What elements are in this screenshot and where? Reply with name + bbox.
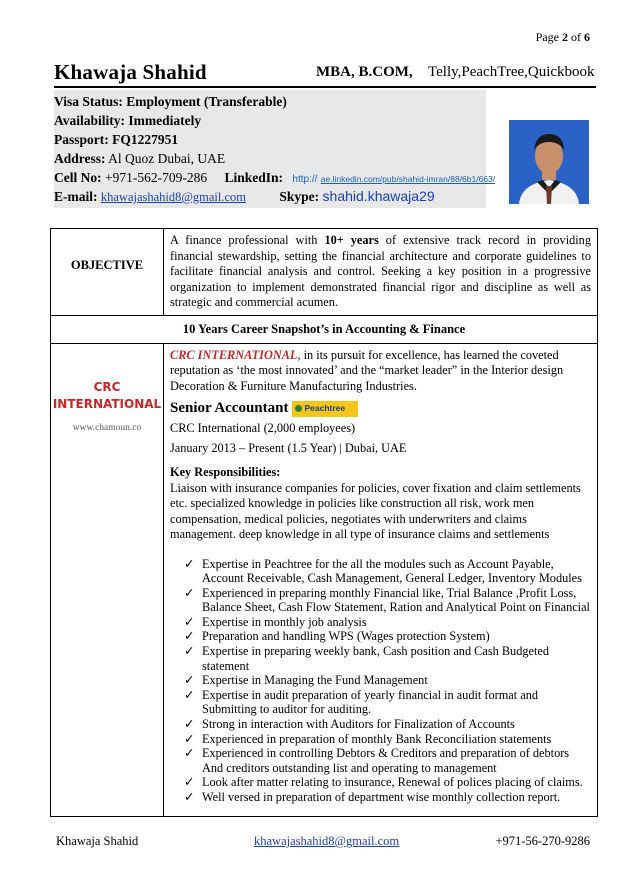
resume-table (50, 228, 598, 817)
checkmark-icon: ✓ (184, 673, 195, 688)
footer-phone: +971-56-270-9286 (495, 834, 590, 848)
profile-photo (509, 120, 589, 204)
list-item: ✓ Well versed in preparation of department wise monthly collection report. (184, 790, 561, 804)
experience-cell (164, 343, 598, 816)
passport: Passport: FQ1227951 (54, 132, 179, 147)
company-logo-cell (51, 343, 164, 816)
footer-name: Khawaja Shahid (56, 834, 139, 848)
responsibilities-heading: Key Responsibilities: (170, 465, 281, 479)
peachtree-logo: Peachtree (292, 401, 358, 417)
list-item: ✓ Strong in interaction with Auditors for Finalization of Accounts (184, 717, 515, 732)
email-skype-line: E-mail: khawajashahid8@gmail.com Skype: shahid.khawaja29 (54, 188, 435, 204)
objective-row (51, 229, 598, 316)
list-item: ✓ Expertise in audit preparation of yearly financial in audit format and Submitting to auditor for auditing. (184, 687, 538, 717)
checkmark-icon: ✓ (184, 629, 195, 644)
page-number: Page 2 of 6 (535, 30, 590, 44)
software-skills: Telly,PeachTree,Quickbook (428, 64, 595, 80)
list-item: ✓ Expertise in Peachtree for the all the modules such as Account Payable, Account Receivable, Cash Management, General Ledger, Inventory Modules (184, 556, 582, 586)
skype-id: shahid.khawaja29 (322, 188, 435, 204)
company-website: www.chamoun.co (72, 422, 142, 433)
checkmark-icon: ✓ (184, 687, 195, 702)
availability: Availability: Immediately (54, 113, 202, 128)
employer: CRC International (2,000 employees) (170, 421, 356, 435)
linkedin-link[interactable]: ae.linkedin.com/pub/shahid-imran/88/6b1/663/ (320, 174, 496, 184)
objective-cell (164, 229, 598, 316)
checkmark-icon: ✓ (184, 585, 195, 600)
list-item: ✓ Experienced in controlling Debtors & Creditors and preparation of debtors And creditors outstanding list and operating to management (184, 746, 570, 775)
experience-row (51, 343, 598, 816)
checkmark-icon: ✓ (184, 614, 195, 629)
header-rule (54, 86, 596, 88)
footer-email-link[interactable]: khawajashahid8@gmail.com (254, 834, 400, 848)
objective-text: A finance professional with 10+ years of extensive track record in providing financial stewardship, setting the financial architecture and corporate guidelines to facilitate financial analysis and control. Seeking a key position in a progressive organization to implement demonstrated financial rigor and discipline as well as strategic and commercial acumen. (170, 233, 591, 309)
checkmark-icon: ✓ (184, 717, 195, 732)
email-link[interactable]: khawajashahid8@gmail.com (100, 190, 247, 204)
list-item: ✓ Experienced in preparation of monthly Bank Reconciliation statements (184, 731, 552, 746)
responsibilities-list (170, 557, 591, 805)
job-title: Senior Accountant Peachtree (170, 400, 591, 417)
company-intro: CRC INTERNATIONAL, in its pursuit for excellence, has learned the coveted reputation as ‘the most innovated’ and the “market leader” in the Interior design Decoration & Furniture Manufacturing Industries. (170, 347, 564, 393)
employment-period: January 2013 – Present (1.5 Year) | Dubai, UAE (170, 440, 407, 455)
degrees: MBA, B.COM, (316, 64, 413, 80)
objective-label: OBJECTIVE (70, 258, 144, 272)
candidate-name: Khawaja Shahid (54, 60, 207, 84)
checkmark-icon: ✓ (184, 790, 195, 804)
checkmark-icon: ✓ (184, 644, 195, 659)
responsibilities-text: Liaison with insurance companies for policies, cover fixation and claim settlements etc. specialized knowledge in policies like construction all risk, work men compensation, medical policies, negotiates with underwriters and claims management. deep knowledge in all type of insurance claims and settlements (170, 480, 581, 541)
career-snapshot-heading: 10 Years Career Snapshot’s in Accounting & Finance (51, 315, 598, 343)
crc-logo: CRC INTERNATIONAL (52, 379, 162, 411)
address: Address: Al Quoz Dubai, UAE (54, 151, 226, 166)
list-item: ✓ Experienced in preparing monthly Financial like, Trial Balance ,Profit Loss, Balance Sheet, Cash Flow Statement, Ration and Analytical Point on Financial (184, 585, 590, 615)
list-item: ✓ Expertise in Managing the Fund Management (184, 673, 428, 688)
list-item: ✓ Look after matter relating to insurance, Renewal of polices placing of claims. (184, 775, 583, 790)
snapshot-row (51, 315, 598, 343)
checkmark-icon: ✓ (184, 556, 195, 571)
list-item: ✓ Expertise in monthly job analysis (184, 614, 367, 629)
checkmark-icon: ✓ (184, 746, 195, 761)
list-item: ✓ Expertise in preparing weekly bank, Cash position and Cash Budgeted statement (184, 644, 549, 673)
checkmark-icon: ✓ (184, 775, 195, 790)
checkmark-icon: ✓ (184, 731, 195, 746)
visa-status: Visa Status: Employment (Transferable) (54, 94, 287, 109)
phone-linkedin-line: Cell No: +971-562-709-286 LinkedIn: http:// ae.linkedin.com/pub/shahid-imran/88/6b1/663/ (54, 170, 496, 185)
objective-label-cell (51, 229, 164, 316)
list-item: ✓ Preparation and handling WPS (Wages protection System) (184, 629, 490, 644)
